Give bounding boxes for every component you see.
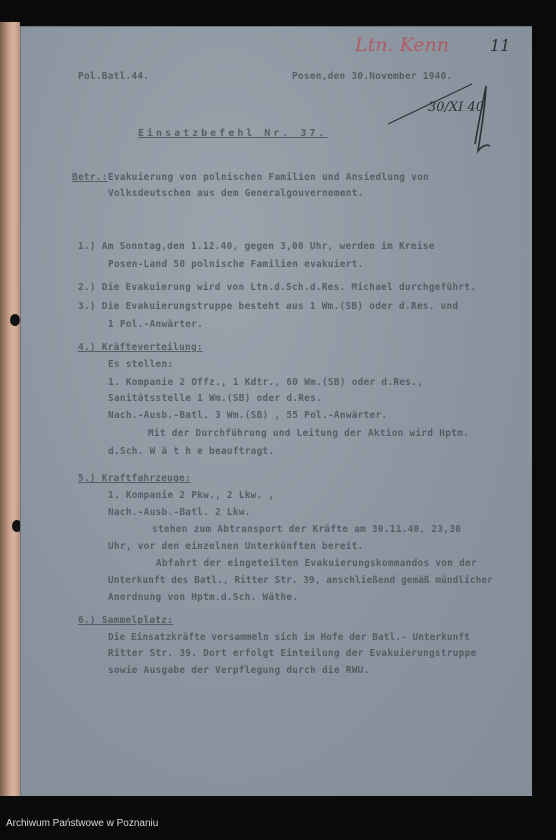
subject-line: Evakuierung von polnischen Familien und Ansiedlung von	[108, 172, 429, 183]
body-line: 2.) Die Evakuierung wird von Ltn.d.Sch.d.Res. Michael durchgeführt.	[78, 282, 477, 293]
section-heading: 4.) Kräfteverteilung:	[78, 342, 203, 353]
body-line: 3.) Die Evakuierungstruppe besteht aus 1 Wm.(SB) oder d.Res. und	[78, 301, 459, 312]
document-title: Einsatzbefehl Nr. 37.	[138, 128, 328, 139]
document-page	[20, 26, 532, 796]
body-line: Unterkunft des Batl., Ritter Str. 39, anschließend gemäß mündlicher	[108, 575, 493, 586]
body-line: Es stellen:	[108, 359, 174, 370]
signature-mark	[20, 26, 532, 166]
body-line: stehen zum Abtransport der Kräfte am 30.11.40, 23,30	[152, 524, 462, 535]
body-line: 1.) Am Sonntag,den 1.12.40, gegen 3,00 Uhr, werden im Kreise	[78, 241, 435, 252]
body-line: 1 Pol.-Anwärter.	[108, 319, 204, 330]
section-heading: 6.) Sammelplatz:	[78, 615, 174, 626]
body-line: Uhr, vor den einzelnen Unterkünften bereit.	[108, 541, 364, 552]
page-number: 11	[490, 36, 511, 55]
body-line: sowie Ausgabe der Verpflegung durch die RWU.	[108, 665, 370, 676]
subject-line: Volksdeutschen aus dem Generalgouvernement.	[108, 188, 364, 199]
header-right: Posen,den 30.November 1940.	[292, 71, 453, 82]
body-line: Mit der Durchführung und Leitung der Aktion wird Hptm.	[148, 428, 469, 439]
archive-caption: Archiwum Państwowe w Poznaniu	[6, 818, 159, 829]
body-line: 1. Kompanie 2 Pkw., 2 Lkw. ,	[108, 490, 275, 501]
body-line: Posen-Land 50 polnische Familien evakuiert.	[108, 259, 364, 270]
header-left: Pol.Batl.44.	[78, 71, 150, 82]
body-line: Ritter Str. 39. Dort erfolgt Einteilung der Evakuierungstruppe	[108, 648, 477, 659]
pencil-note: 30/XI 40	[428, 100, 484, 115]
body-line: Anordnung von Hptm.d.Sch. Wäthe.	[108, 592, 299, 603]
body-line: Nach.-Ausb.-Batl. 2 Lkw.	[108, 507, 251, 518]
handwritten-note: Ltn. Kenn	[355, 34, 449, 56]
section-heading: 5.) Kraftfahrzeuge:	[78, 473, 191, 484]
body-line: Die Einsatzkräfte versammeln sich im Hofe der Batl.- Unterkunft	[108, 632, 470, 643]
body-line: Abfahrt der eingeteilten Evakuierungskommandos von der	[156, 558, 477, 569]
body-line: 1. Kompanie 2 Offz., 1 Kdtr., 60 Wm.(SB) oder d.Res.,	[108, 377, 424, 388]
body-line: Sanitätsstelle 1 Wm.(SB) oder d.Res.	[108, 393, 322, 404]
body-line: Nach.-Ausb.-Batl. 3 Wm.(SB) , 55 Pol.-Anwärter.	[108, 410, 388, 421]
folder-edge	[0, 22, 20, 796]
binder-hole	[10, 314, 20, 326]
body-line: d.Sch. W ä t h e beauftragt.	[108, 446, 275, 457]
subject-label: Betr.:	[72, 172, 108, 183]
